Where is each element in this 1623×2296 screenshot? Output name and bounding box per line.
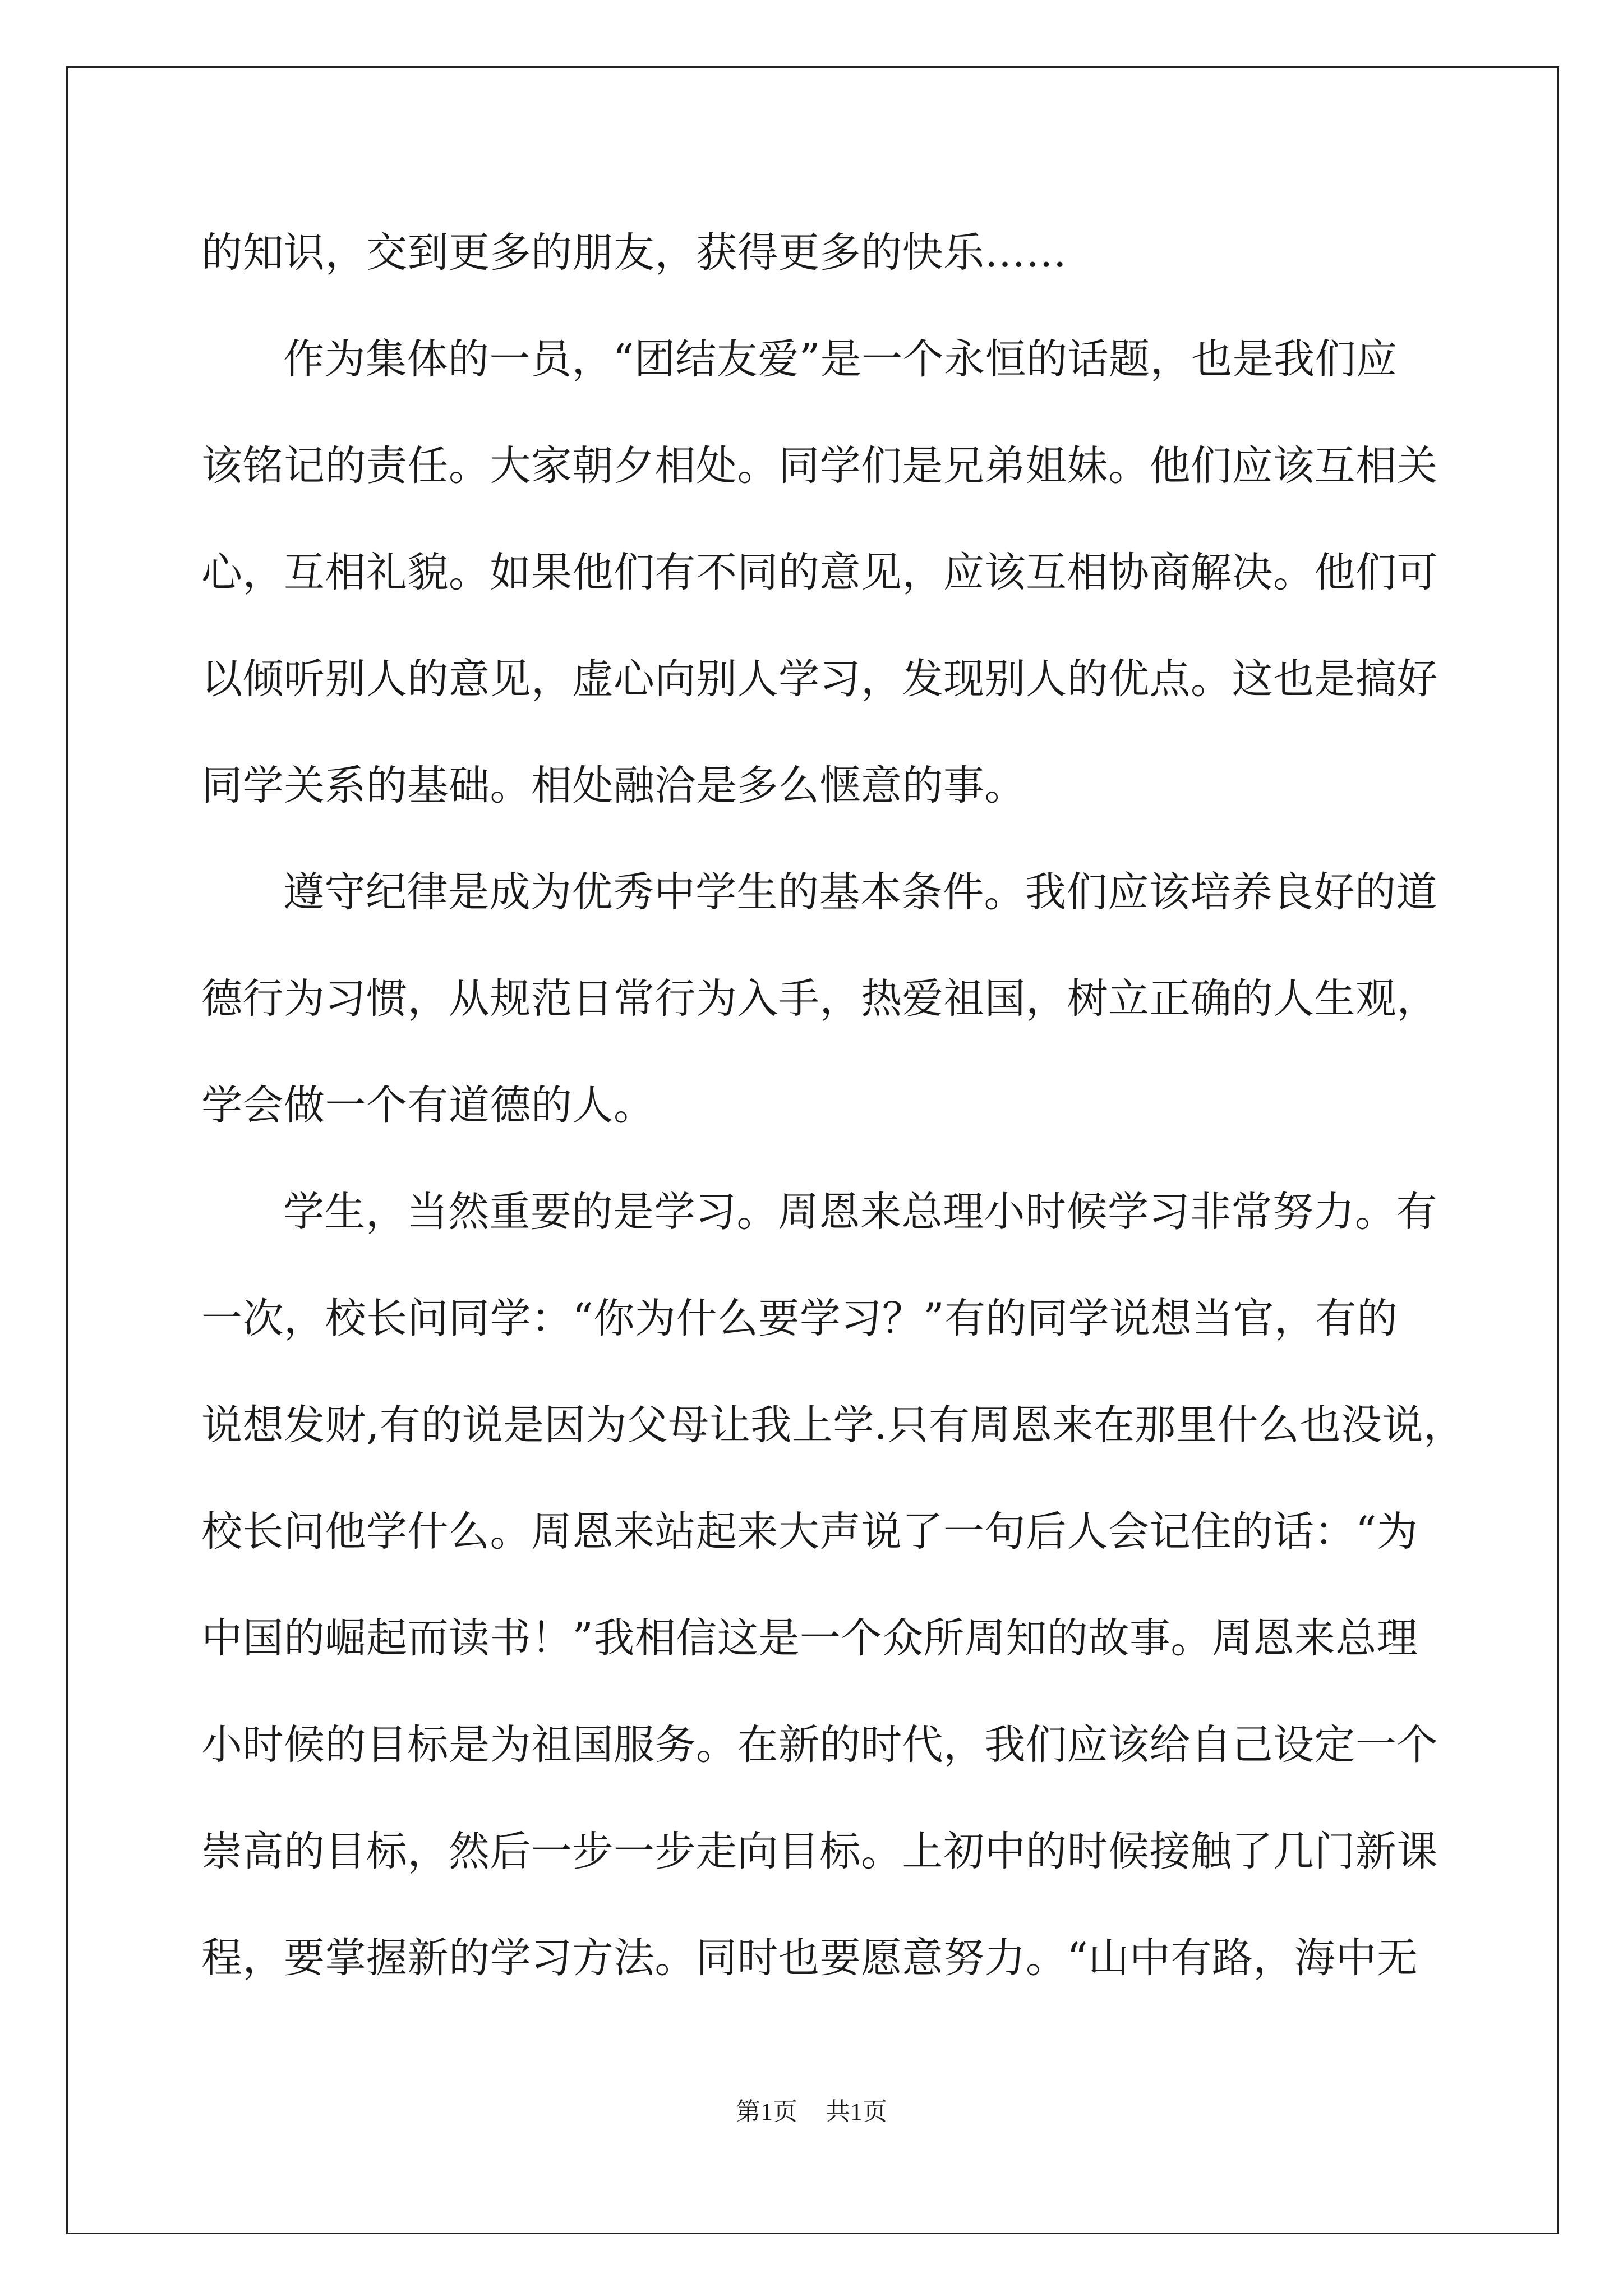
text-line: 该铭记的责任。大家朝夕相处。同学们是兄弟姐妹。他们应该互相关 (201, 442, 1438, 490)
text-line: 中国的崛起而读书！”我相信这是一个众所周知的故事。周恩来总理 (201, 1614, 1418, 1662)
text-line: 小时候的目标是为祖国服务。在新的时代，我们应该给自己设定一个 (201, 1721, 1438, 1769)
text-line: 校长问他学什么。周恩来站起来大声说了一句后人会记住的话：“为 (201, 1508, 1418, 1556)
text-line: 作为集体的一员，“团结友爱”是一个永恒的话题，也是我们应 (283, 335, 1398, 383)
text-line: 德行为习惯，从规范日常行为入手，热爱祖国，树立正确的人生观， (201, 975, 1438, 1023)
paragraph (201, 306, 1491, 839)
text-line: 的知识，交到更多的朋友，获得更多的快乐…… (201, 229, 1067, 277)
text-line: 一次，校长问同学：“你为什么要学习？”有的同学说想当官，有的 (201, 1295, 1398, 1342)
text-line: 崇高的目标，然后一步一步走向目标。上初中的时候接触了几门新课 (201, 1828, 1438, 1875)
page-total: 共1页 (826, 2098, 887, 2125)
text-line: 同学关系的基础。相处融洽是多么惬意的事。 (201, 762, 1026, 809)
text-line: 心，互相礼貌。如果他们有不同的意见，应该互相协商解决。他们可 (201, 549, 1438, 596)
text-line: 以倾听别人的意见，虚心向别人学习，发现别人的优点。这也是搞好 (201, 655, 1438, 703)
text-line: 学生，当然重要的是学习。周恩来总理小时候学习非常努力。有 (283, 1188, 1437, 1236)
paragraph (201, 200, 1491, 306)
page-footer (0, 2095, 1623, 2129)
text-line: 学会做一个有道德的人。 (201, 1082, 655, 1129)
text-line: 遵守纪律是成为优秀中学生的基本条件。我们应该培养良好的道 (283, 868, 1437, 916)
text-line: 说想发财,有的说是因为父母让我上学.只有周恩来在那里什么也没说， (201, 1401, 1465, 1449)
text-line: 程，要掌握新的学习方法。同时也要愿意努力。“山中有路，海中无 (201, 1934, 1418, 1982)
paragraph (201, 1159, 1491, 2012)
document-body (201, 200, 1491, 2012)
paragraph (201, 839, 1491, 1159)
page-number: 第1页 (736, 2098, 797, 2125)
